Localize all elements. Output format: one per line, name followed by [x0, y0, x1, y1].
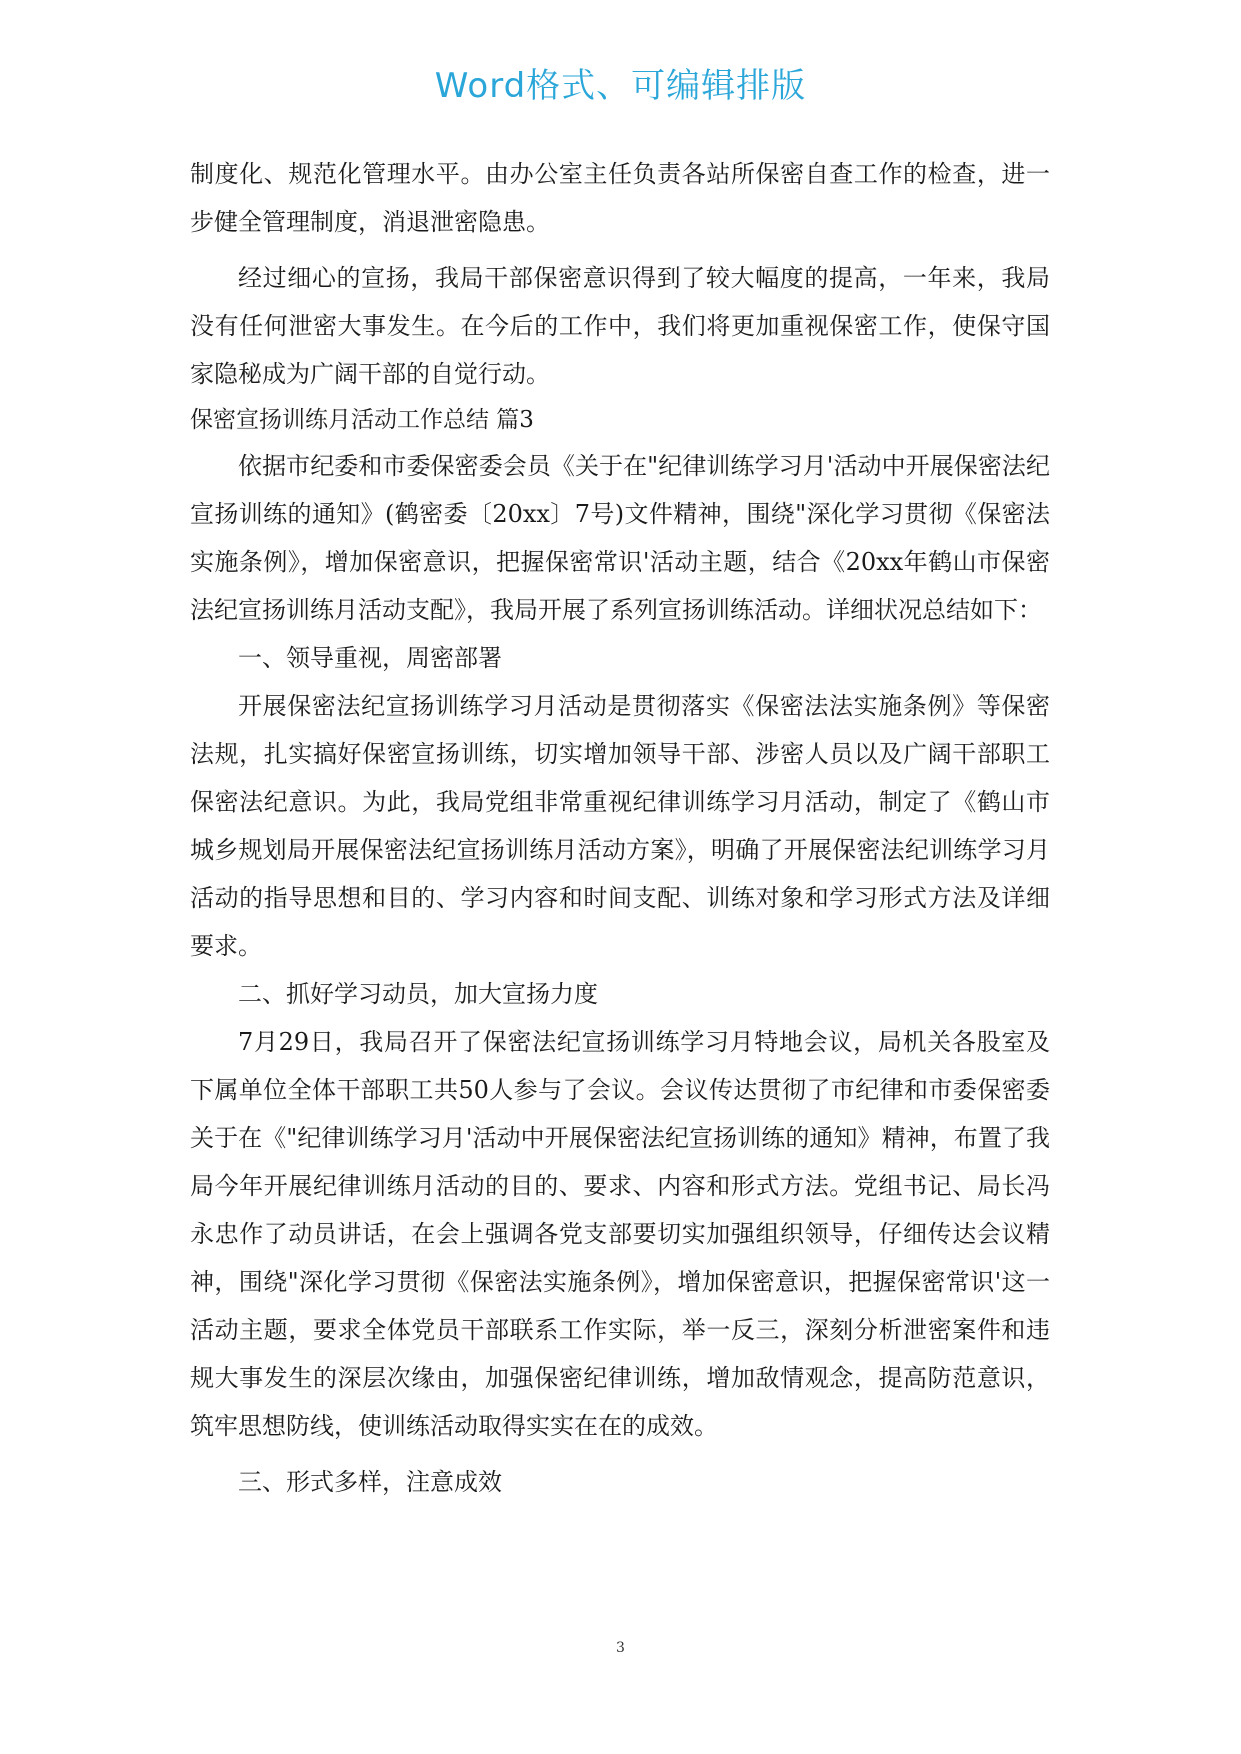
body-paragraph: 依据市纪委和市委保密委会员《关于在"纪律训练学习月'活动中开展保密法纪宣扬训练的通知》(鹤密委〔20xx〕7号)文件精神，围绕"深化学习贯彻《保密法实施条例》，增加保密意识，把握保密常识'活动主题，结合《20xx年鹤山市保密法纪宣扬训练月活动支配》，我局开展了系列宣扬训练活动。详细状况总结如下： [190, 452, 1050, 624]
body-paragraph: 7月29日，我局召开了保密法纪宣扬训练学习月特地会议，局机关各股室及下属单位全体干部职工共50人参与了会议。会议传达贯彻了市纪律和市委保密委关于在《"纪律训练学习月'活动中开展保密法纪宣扬训练的通知》精神，布置了我局今年开展纪律训练月活动的目的、要求、内容和形式方法。党组书记、局长冯永忠作了动员讲话，在会上强调各党支部要切实加强组织领导，仔细传达会议精神，围绕"深化学习贯彻《保密法实施条例》，增加保密意识，把握保密常识'这一活动主题，要求全体党员干部联系工作实际，举一反三，深刻分析泄密案件和违规大事发生的深层次缘由，加强保密纪律训练，增加敌情观念，提高防范意识，筑牢思想防线，使训练活动取得实实在在的成效。 [190, 1028, 1050, 1440]
body-paragraph: 开展保密法纪宣扬训练学习月活动是贯彻落实《保密法法实施条例》等保密法规，扎实搞好保密宣扬训练，切实增加领导干部、涉密人员以及广阔干部职工保密法纪意识。为此，我局党组非常重视纪律训练学习月活动，制定了《鹤山市城乡规划局开展保密法纪宣扬训练月活动方案》，明确了开展保密法纪训练学习月活动的指导思想和目的、学习内容和时间支配、训练对象和学习形式方法及详细要求。 [190, 692, 1050, 960]
section-title: 保密宣扬训练月活动工作总结 篇3 [190, 407, 534, 433]
body-paragraph: 制度化、规范化管理水平。由办公室主任负责各站所保密自查工作的检查，进一步健全管理制度，消退泄密隐患。 [190, 160, 1050, 236]
body-paragraph: 经过细心的宣扬，我局干部保密意识得到了较大幅度的提高，一年来，我局没有任何泄密大事发生。在今后的工作中，我们将更加重视保密工作，使保守国家隐秘成为广阔干部的自觉行动。 [190, 264, 1050, 388]
page-number: 3 [616, 1640, 625, 1656]
section-heading: 一、领导重视，周密部署 [238, 644, 502, 672]
document-body [190, 150, 1050, 1506]
section-heading: 三、形式多样，注意成效 [238, 1468, 502, 1496]
section-heading: 二、抓好学习动员，加大宣扬力度 [238, 980, 598, 1008]
document-header-title: Word格式、可编辑排版 [434, 66, 807, 106]
